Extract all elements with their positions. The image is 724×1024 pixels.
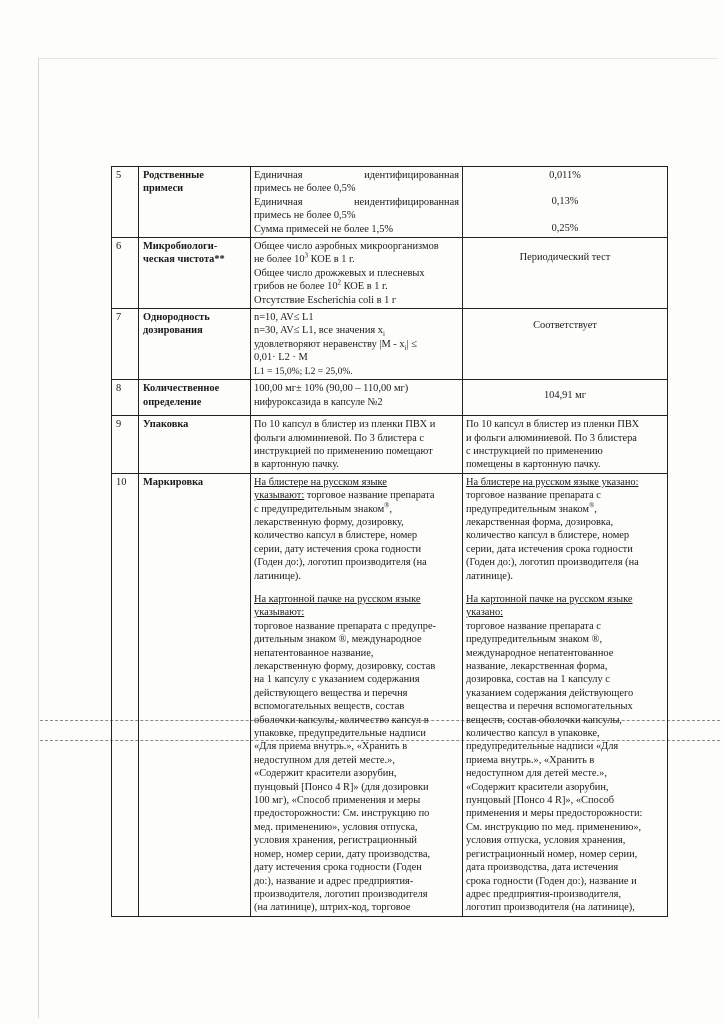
table-row [112,473,668,916]
requirement-cell: Общее число аэробных микроорганизмов не более $10^3$ КОЕ в 1 г. Общее число дрожжевых и плесневых грибов не более $10^2$ КОЕ в 1 г. Отсутствие Escherichia coli в 1 г [251,238,463,309]
table-row [112,309,668,380]
row-number: 5 [112,167,139,238]
result-cell: На блистере на русском языке указано: торговое название препарата с предупредительным знаком®, лекарственная форма, дозировка, количество капсул в блистере, номер серии, дата истечения срока годности (Годен до:), логотип производителя (на латинице). На картонной пачке на русском языке указано: торговое название препарата с предупредительным знаком ®, международное непатентованное название, лекарственная форма, дозировка, состав на 1 капсулу с указанием содержания действующего вещества и перечня вспомогательных веществ, состав оболочки капсулы, количество капсул в упаковке, предупредительные надписи «Для приема внутрь.», «Хранить в недоступном для детей месте.», «Содержит красители азорубин, пунцовый [Понсо 4 R]», «Способ применения и меры предосторожности: См. инструкцию по мед. применению», условия отпуска, условия хранения, регистрационный номер, номер серии, дата производства, дата истечения срока годности (Годен до:), название и адрес предприятия-производителя, логотип производителя (на латинице), [463,473,668,916]
row-number: 10 [112,473,139,916]
scan-edge-left [38,58,39,1018]
row-number: 9 [112,416,139,474]
scan-edge-top [38,58,718,59]
test-name: Микробиологи- ческая чистота** [139,238,251,309]
blister-heading: На блистере на русском языке указано: [466,476,639,488]
row-number: 7 [112,309,139,380]
table-row [112,416,668,474]
test-name: Однородность дозирования [139,309,251,380]
row-number: 6 [112,238,139,309]
requirement-cell: 100,00 мг± 10% (90,00 – 110,00 мг) нифуроксазида в капсуле №2 [251,380,463,416]
result-cell: 0,011% 0,13% 0,25% [463,167,668,238]
table-row [112,167,668,238]
blister-heading: На блистере на русском языке [254,476,387,488]
carton-heading: На картонной пачке на русском языке [254,593,421,605]
test-name: Упаковка [139,416,251,474]
requirement-cell: n=10, AV≤ L1 n=30, AV≤ L1, все значения $x_i$ удовлетворяют неравенству $|M - x_i|$ ≤ 0,01· L2 · M L1 = 15,0%; L2 = 25,0%. [251,309,463,380]
result-cell: Периодический тест [463,238,668,309]
row-number: 8 [112,380,139,416]
result-cell: 104,91 мг [463,380,668,416]
table-row [112,238,668,309]
test-name: Родственные примеси [139,167,251,238]
specification-table [111,166,668,917]
requirement-cell: По 10 капсул в блистер из пленки ПВХ и фольги алюминиевой. По 3 блистера с инструкцией по применению помещают в картонную пачку. [251,416,463,474]
requirement-cell: На блистере на русском языке указывают: торговое название препарата с предупредительным знаком®, лекарственную форму, дозировку, количество капсул в блистере, номер серии, дату истечения срока годности (Годен до:), логотип производителя (на латинице). На картонной пачке на русском языке указывают: торговое название препарата с предупре- дительным знаком ®, международное непатентованное название, лекарственную форму, дозировку, состав на 1 капсулу с указанием содержания действующего вещества и перечня вспомогательных веществ, состав оболочки капсулы, количество капсул в упаковке, предупредительные надписи «Для приема внутрь.», «Хранить в недоступном для детей месте.», «Содержит красители азорубин, пунцовый [Понсо 4 R]» (для дозировки 100 мг), «Способ применения и меры предосторожности: См. инструкцию по мед. применению», условия отпуска, условия хранения, регистрационный номер, номер серии, дату производства, дату истечения срока годности (Годен до:), название и адрес предприятия- производителя, логотип производителя (на латинице), штрих-код, торговое [251,473,463,916]
test-name: Количественное определение [139,380,251,416]
test-name: Маркировка [139,473,251,916]
table-row [112,380,668,416]
carton-heading: На картонной пачке на русском языке [466,593,633,605]
requirement-cell: Единичная идентифицированная примесь не более 0,5% Единичная неидентифицированная примесь не более 0,5% Сумма примесей не более 1,5% [251,167,463,238]
result-cell: Соответствует [463,309,668,380]
result-cell: По 10 капсул в блистер из пленки ПВХ и фольги алюминиевой. По 3 блистера с инструкцией по применению помещены в картонную пачку. [463,416,668,474]
